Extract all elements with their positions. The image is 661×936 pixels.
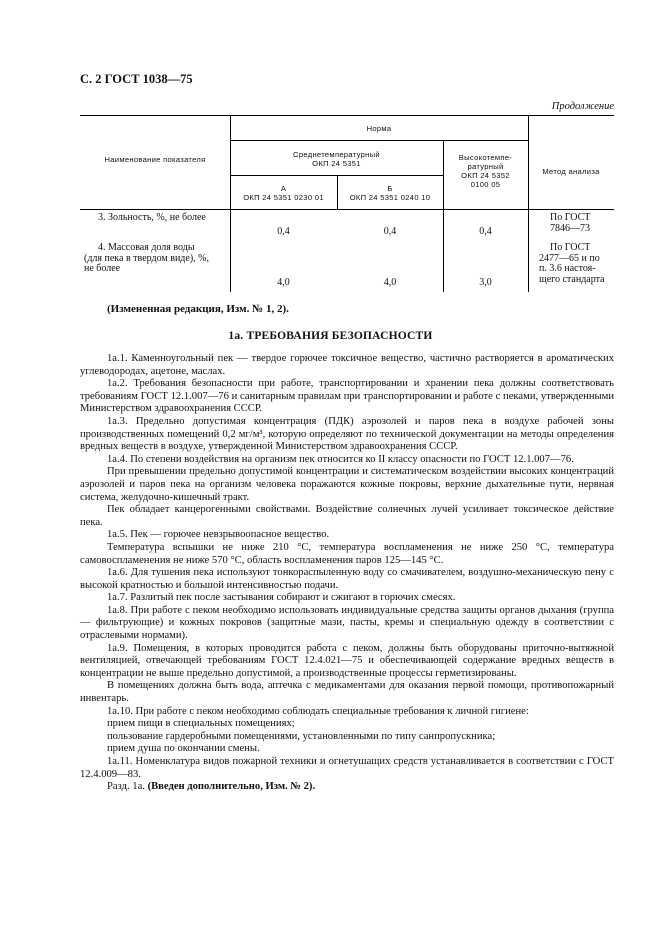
row-label-line: 4. Массовая доля воды — [98, 242, 195, 253]
col-mid-header — [230, 150, 443, 168]
section-title: 1а. ТРЕБОВАНИЯ БЕЗОПАСНОСТИ — [228, 330, 433, 342]
norm-header-divider — [230, 140, 528, 141]
col-b-code: ОКП 24 5351 0240 10 — [349, 193, 431, 202]
col-name-header: Наименование показателя — [104, 155, 206, 164]
header-bottom-border — [80, 209, 614, 210]
col-mid-line2: ОКП 24 5351 — [312, 159, 361, 168]
col-divider-4 — [528, 115, 529, 292]
paragraph: прием душа по окончании смены. — [107, 743, 260, 755]
col-mid-line1: Среднетемпературный — [293, 150, 380, 159]
paragraph: 1а.7. Разлитый пек после застывания собирают и сжигают в горючих смесях. — [107, 592, 456, 604]
table-row-water-label — [84, 243, 228, 275]
table-row-ash-b: 0,4 — [383, 226, 397, 237]
paragraph: В помещениях должна быть вода, аптечка с медикаментами для оказания первой помощи, противопожарный инвентарь. — [80, 680, 614, 705]
col-high-header — [443, 153, 528, 189]
row-label-line: не более — [84, 263, 121, 274]
closing-prefix: Разд. 1а. — [107, 781, 145, 793]
paragraph: 1а.10. При работе с пеком необходимо соблюдать специальные требования к личной гигиене: — [107, 705, 529, 717]
col-high-line3: ОКП 24 5352 — [461, 171, 510, 180]
norms-table — [80, 115, 614, 292]
col-a-code: ОКП 24 5351 0230 01 — [243, 193, 324, 202]
table-row-water-a: 4,0 — [277, 277, 290, 288]
method-line: 7846—73 — [550, 222, 590, 234]
col-high-line1: Высокотемпе- — [458, 153, 513, 162]
table-row-water-b: 4,0 — [383, 277, 397, 288]
table-row-ash-a: 0,4 — [277, 226, 290, 237]
paragraph: 1а.3. Предельно допустимая концентрация (ПДК) аэрозолей и паров пека в воздухе рабочей зоны производственных помещений 0,2 мг/м³, которую определяют по технической документации на методы определения вредных веществ в воздухе, утвержденной Министерством здравоохранения СССР. — [80, 415, 614, 453]
table-row-ash-method — [550, 213, 614, 234]
table-row-ash-label: 3. Зольность, %, не более — [98, 212, 206, 223]
method-line: По ГОСТ — [550, 242, 591, 253]
method-line: По ГОСТ — [550, 212, 591, 223]
col-b-letter: Б — [387, 184, 393, 193]
method-line: п. 3.6 настоя- — [539, 263, 596, 274]
col-high-line2: ратурный — [467, 162, 504, 171]
paragraph: 1а.9. Помещения, в которых проводится работа с пеком, должны быть оборудованы приточно-вытяжной вентиляцией, отвечающей требованиям ГОСТ 12.4.021—75 и обеспечивающей содержание вредных веществ в концентрации не выше предельно допустимой, а производственные процессы герметизированы. — [80, 642, 614, 679]
col-b-header — [337, 184, 443, 202]
col-high-line4: 0100 05 — [470, 180, 501, 189]
paragraph: 1а.2. Требования безопасности при работе, транспортировании и хранении пека должны соответствовать требованиям ГОСТ 12.1.007—76 и санитарным правилам при транспортировании и работе с пеками, утвержденными Министерством здравоохранения СССР. — [80, 378, 614, 415]
paragraph: 1а.8. При работе с пеком необходимо использовать индивидуальные средства защиты органов дыхания (группа — фильтрующие) и кожных покровов (защитные мази, пасты, кремы и специальную одежду в соответствии с отраслевыми нормами). — [80, 604, 614, 642]
col-divider-1 — [230, 115, 231, 292]
page-header: С. 2 ГОСТ 1038—75 — [80, 72, 193, 86]
paragraph: При превышении предельно допустимой концентрации и систематическом воздействии высоких концентраций аэрозолей и паров пека на организм человека поражаются кожные покровы, верхние дыхательные пути, нервная система, желудочно-кишечный тракт. — [80, 466, 614, 503]
closing-bold: (Введен дополнительно, Изм. № 2). — [147, 781, 316, 793]
table-row-water-high: 3,0 — [479, 277, 492, 288]
continuation-label: Продолжение — [551, 101, 614, 112]
paragraph: прием пищи в специальных помещениях; — [107, 718, 295, 730]
paragraph: пользование гардеробными помещениями, установленными по типу санпропускника; — [107, 730, 496, 742]
col-method-header: Метод анализа — [542, 167, 600, 176]
paragraph: 1а.4. По степени воздействия на организм пек относится ко II классу опасности по ГОСТ 12.1.007—76. — [107, 453, 574, 465]
paragraph: 1а.5. Пек — горючее невзрывоопасное вещество. — [107, 529, 330, 541]
paragraph: 1а.11. Номенклатура видов пожарной техники и огнетушащих средств устанавливается в соответствии с ГОСТ 12.4.009—83. — [80, 756, 614, 780]
amendment-note: (Измененная редакция, Изм. № 1, 2). — [107, 303, 289, 315]
table-row-ash-high: 0,4 — [479, 226, 492, 237]
col-a-letter: А — [280, 184, 287, 193]
section-body — [80, 353, 614, 794]
method-line: 2477—65 и по — [539, 252, 600, 264]
paragraph: 1а.1. Каменноугольный пек — твердое горючее токсичное вещество, частично растворяется в ароматических углеводородах, ацетоне, маслах. — [80, 353, 614, 377]
col-norm-header: Норма — [366, 124, 392, 133]
row-label-line: (для пека в твердом виде), %, — [84, 252, 209, 264]
paragraph: Температура вспышки не ниже 210 °С, температура воспламенения не ниже 250 °С, температура самовоспламенения не ниже 570 °С, область воспламенения паров 125—145 °С. — [80, 541, 614, 566]
table-top-border — [80, 115, 614, 116]
col-a-header — [230, 184, 337, 202]
method-line: щего стандарта — [539, 273, 605, 285]
table-row-water-method — [539, 243, 614, 285]
paragraph: Пек обладает канцерогенными свойствами. Воздействие солнечных лучей усиливает токсическое действие пека. — [80, 504, 614, 528]
closing-note — [80, 781, 614, 794]
paragraph: 1а.6. Для тушения пека используют тонкораспыленную воду со смачивателем, воздушно-механическую пену с высокой кратностью и большой интенсивностью подачи. — [80, 567, 614, 591]
